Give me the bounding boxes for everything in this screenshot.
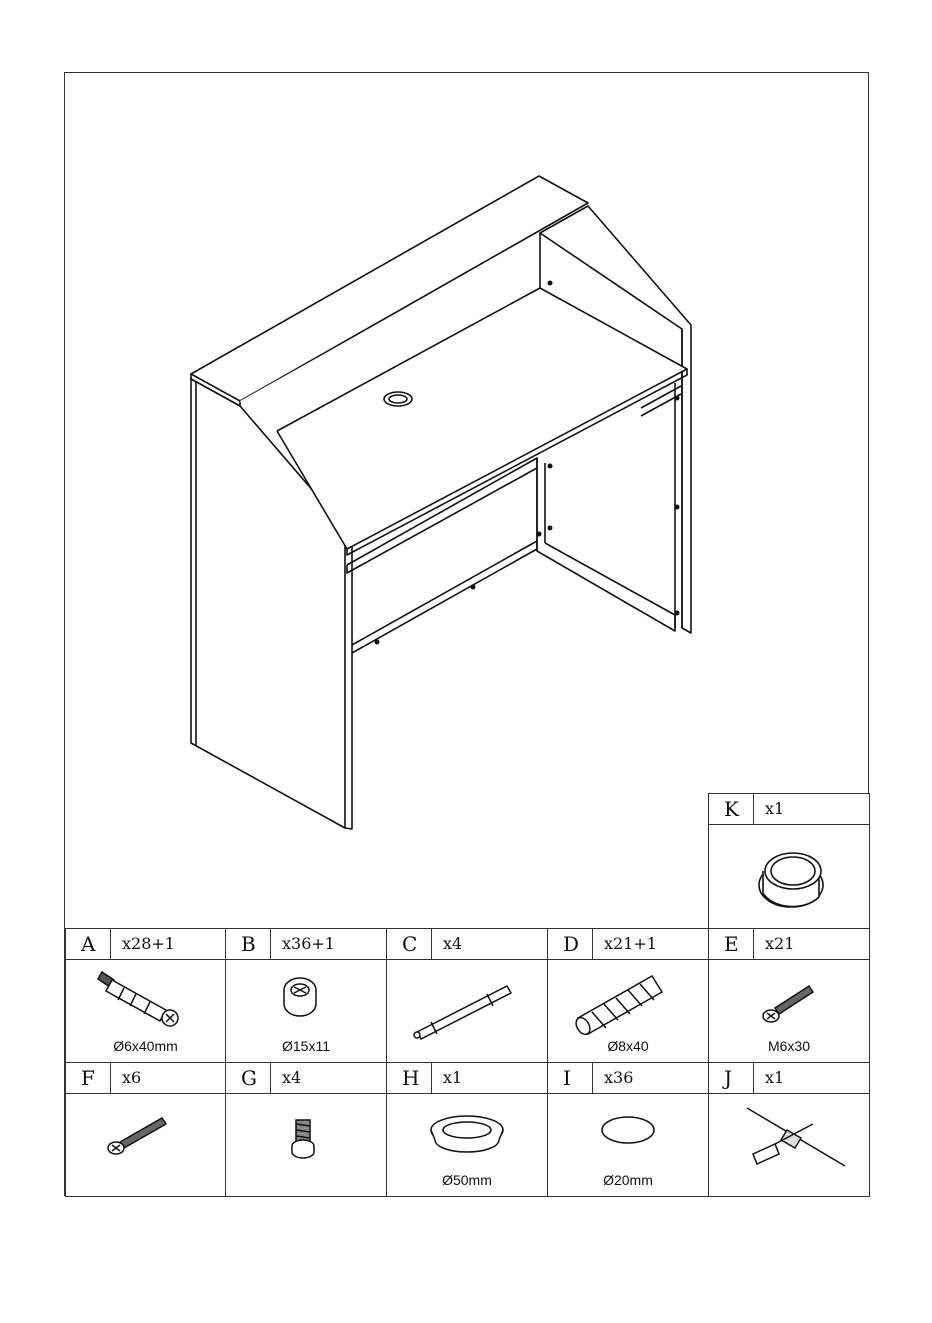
part-dimension: M6x30 [767, 1038, 811, 1054]
part-letter: C [387, 929, 432, 959]
part-dimension: Ø6x40mm [113, 1038, 178, 1054]
part-cell-h [386, 1062, 548, 1197]
cam-bolt-icon [66, 960, 226, 1040]
part-quantity: x1 [443, 1068, 463, 1087]
part-quantity: x1 [765, 1068, 785, 1087]
part-dimension: Ø50mm [442, 1172, 492, 1188]
part-cell-d [547, 928, 709, 1063]
part-letter: K [709, 794, 754, 824]
part-cell-a [65, 928, 226, 1063]
long-screw-icon [66, 1094, 226, 1194]
part-cell-b [225, 928, 387, 1063]
part-cell-f [65, 1062, 226, 1197]
part-quantity: x36 [604, 1068, 634, 1087]
part-quantity: x4 [282, 1068, 302, 1087]
part-quantity: x28+1 [122, 934, 175, 953]
cover-cap-icon [548, 1094, 708, 1174]
part-cell-j [708, 1062, 870, 1197]
part-letter: E [709, 929, 754, 959]
part-dimension: Ø8x40 [607, 1038, 649, 1054]
part-letter: G [226, 1063, 271, 1093]
part-header [548, 929, 708, 960]
cam-lock-icon [226, 960, 386, 1040]
short-bolt-icon [226, 1094, 386, 1194]
part-letter: A [66, 929, 111, 959]
part-cell-g [225, 1062, 387, 1197]
part-cell-k [708, 793, 870, 930]
part-quantity: x21 [765, 934, 795, 953]
screw-icon [709, 960, 869, 1040]
part-header [548, 1063, 708, 1094]
part-header [709, 929, 869, 960]
part-header [66, 1063, 225, 1094]
part-letter: D [548, 929, 593, 959]
part-letter: F [66, 1063, 111, 1093]
grommet-icon [387, 1094, 547, 1174]
part-header [387, 1063, 547, 1094]
part-header [226, 1063, 386, 1094]
part-letter: J [709, 1063, 754, 1093]
part-quantity: x4 [443, 934, 463, 953]
part-header [226, 929, 386, 960]
part-quantity: x36+1 [282, 934, 335, 953]
part-dimension: Ø20mm [603, 1172, 653, 1188]
connecting-bolt-icon [387, 960, 547, 1060]
screwdriver-icon [709, 1094, 869, 1194]
part-letter: B [226, 929, 271, 959]
part-header [709, 794, 869, 825]
part-header [387, 929, 547, 960]
part-header [66, 929, 225, 960]
assembly-sheet [64, 72, 869, 1196]
part-cell-i [547, 1062, 709, 1197]
part-letter: H [387, 1063, 432, 1093]
part-letter: I [548, 1063, 593, 1093]
wooden-dowel-icon [548, 960, 708, 1040]
part-cell-e [708, 928, 870, 1063]
part-header [709, 1063, 869, 1094]
part-dimension: Ø15x11 [282, 1038, 330, 1054]
part-quantity: x1 [765, 799, 785, 818]
part-cell-c [386, 928, 548, 1063]
ring-icon [709, 825, 869, 930]
part-quantity: x6 [122, 1068, 142, 1087]
part-quantity: x21+1 [604, 934, 657, 953]
